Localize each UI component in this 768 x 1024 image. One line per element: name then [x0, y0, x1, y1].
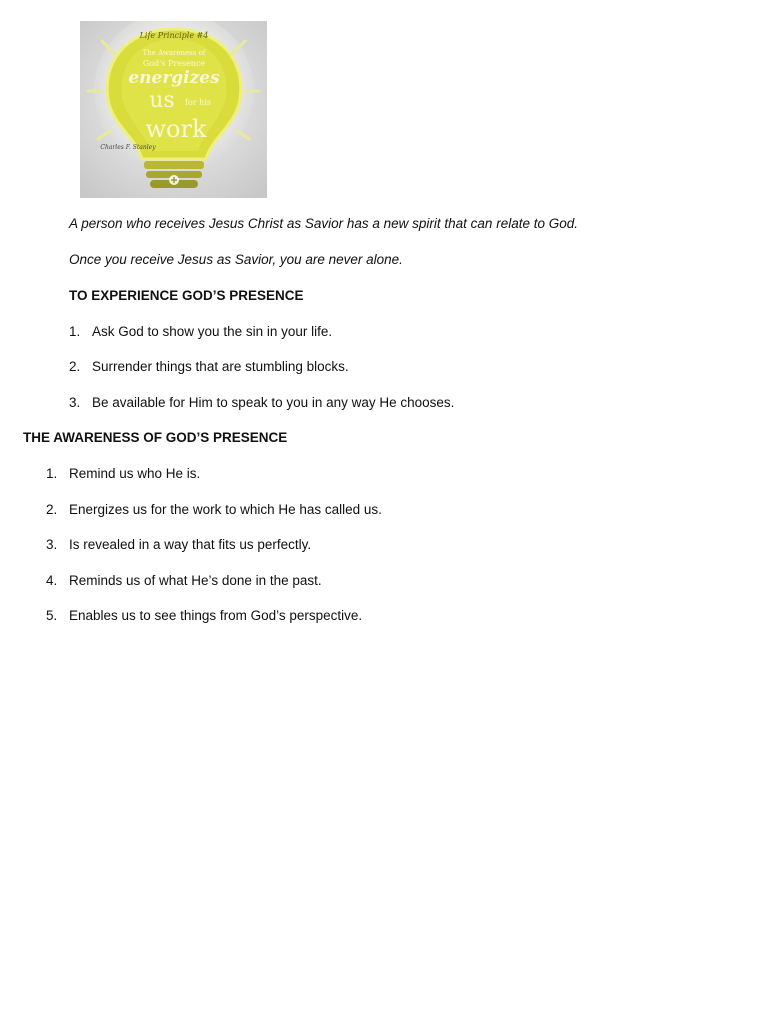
list-text: Energizes us for the work to which He has called us. [69, 502, 382, 517]
list-text: Be available for Him to speak to you in any way He chooses. [92, 395, 455, 410]
list-text: Surrender things that are stumbling blocks. [92, 359, 349, 374]
artwork-line5: for his [185, 98, 211, 107]
artwork-line2: God's Presence [142, 59, 206, 68]
list-number: 3. [46, 537, 58, 552]
lightbulb-artwork [80, 21, 267, 198]
artwork-series: Life Principle #4 [139, 31, 209, 40]
artwork-line6: work [145, 115, 207, 143]
artwork-line1: The Awareness of [142, 49, 206, 57]
lightbulb-illustration [80, 21, 267, 198]
experience-heading: TO EXPERIENCE GOD’S PRESENCE [69, 288, 304, 303]
list-number: 1. [69, 324, 81, 339]
list-number: 2. [69, 359, 81, 374]
list-number: 1. [46, 466, 58, 481]
list-number: 3. [69, 395, 81, 410]
awareness-heading: THE AWARENESS OF GOD’S PRESENCE [23, 430, 288, 445]
list-text: Is revealed in a way that fits us perfectly. [69, 537, 312, 552]
publisher-logo-icon [169, 175, 179, 185]
artwork-line4: us [149, 88, 175, 113]
list-number: 2. [46, 502, 58, 517]
list-number: 5. [46, 608, 58, 623]
list-number: 4. [46, 573, 58, 588]
intro-line-1: A person who receives Jesus Christ as Savior has a new spirit that can relate to God. [69, 216, 578, 231]
list-text: Remind us who He is. [69, 466, 201, 481]
list-text: Reminds us of what He’s done in the past. [69, 573, 322, 588]
intro-line-2: Once you receive Jesus as Savior, you are never alone. [69, 252, 403, 267]
list-text: Enables us to see things from God’s perspective. [69, 608, 363, 623]
list-text: Ask God to show you the sin in your life. [92, 324, 333, 339]
artwork-line3: energizes [128, 68, 220, 88]
artwork-author: Charles F. Stanley [100, 144, 156, 151]
